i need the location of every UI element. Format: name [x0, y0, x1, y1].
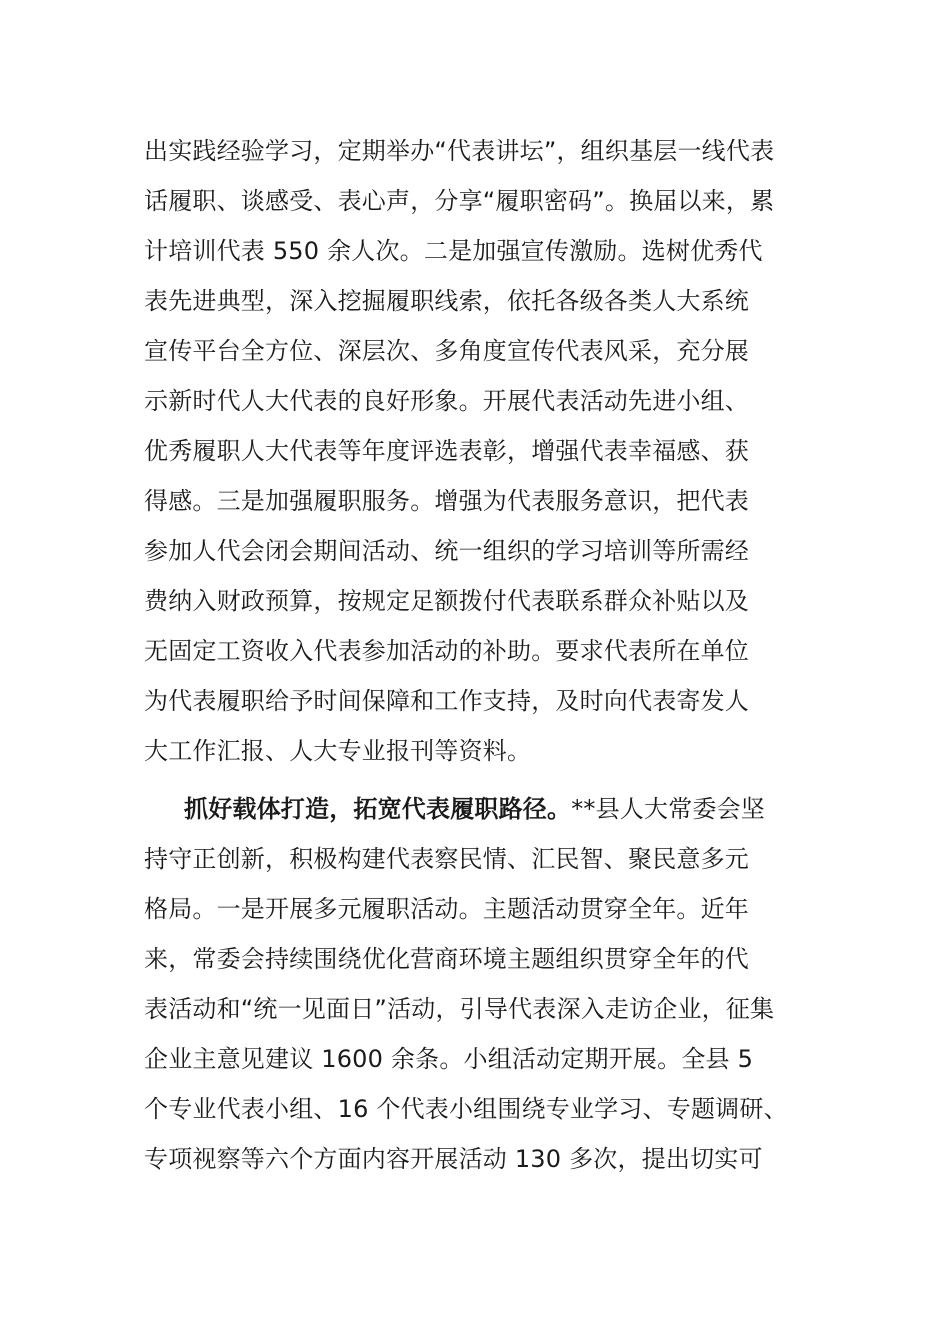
text-line: 格局。一是开展多元履职活动。主题活动贯穿全年。近年	[144, 895, 749, 923]
text-line: 出实践经验学习，定期举办“代表讲坛”，组织基层一线代表	[144, 137, 775, 165]
text-line: 持守正创新，积极构建代表察民情、汇民智、聚民意多元	[144, 845, 749, 873]
paragraph-2	[144, 784, 834, 1184]
text-line: 个专业代表小组、16 个代表小组围绕专业学习、专题调研、	[144, 1095, 788, 1123]
text-line: 参加人代会闭会期间活动、统一组织的学习培训等所需经	[144, 537, 749, 565]
text-line: 示新时代人大代表的良好形象。开展代表活动先进小组、	[144, 387, 749, 415]
text-line: 无固定工资收入代表参加活动的补助。要求代表所在单位	[144, 637, 749, 665]
text-line: 表活动和“统一见面日”活动，引导代表深入走访企业，征集	[144, 995, 775, 1023]
text-line: 专项视察等六个方面内容开展活动 130 多次，提出切实可	[144, 1145, 763, 1173]
paragraph-gap	[144, 776, 834, 784]
text-line: 费纳入财政预算，按规定足额拨付代表联系群众补贴以及	[144, 587, 749, 615]
text-line: 企业主意见建议 1600 余条。小组活动定期开展。全县 5	[144, 1045, 754, 1073]
text-line: 得感。三是加强履职服务。增强为代表服务意识，把代表	[144, 487, 749, 515]
document-body	[144, 126, 834, 1184]
paragraph-first-line	[144, 784, 834, 834]
text-line: 话履职、谈感受、表心声，分享“履职密码”。换届以来，累	[144, 187, 775, 215]
paragraph-heading: 抓好载体打造，拓宽代表履职路径。	[184, 795, 572, 823]
text-line: 计培训代表 550 余人次。二是加强宣传激励。选树优秀代	[144, 237, 763, 265]
text-line: 优秀履职人大代表等年度评选表彰，增强代表幸福感、获	[144, 437, 749, 465]
text-line: 大工作汇报、人大专业报刊等资料。	[144, 737, 532, 765]
text-line: 宣传平台全方位、深层次、多角度宣传代表风采，充分展	[144, 337, 749, 365]
text-line: 来，常委会持续围绕优化营商环境主题组织贯穿全年的代	[144, 945, 749, 973]
text-line: 表先进典型，深入挖掘履职线索，依托各级各类人大系统	[144, 287, 749, 315]
paragraph-1	[144, 126, 834, 776]
paragraph-heading-rest: **县人大常委会坚	[571, 795, 766, 823]
text-line: 为代表履职给予时间保障和工作支持，及时向代表寄发人	[144, 687, 749, 715]
